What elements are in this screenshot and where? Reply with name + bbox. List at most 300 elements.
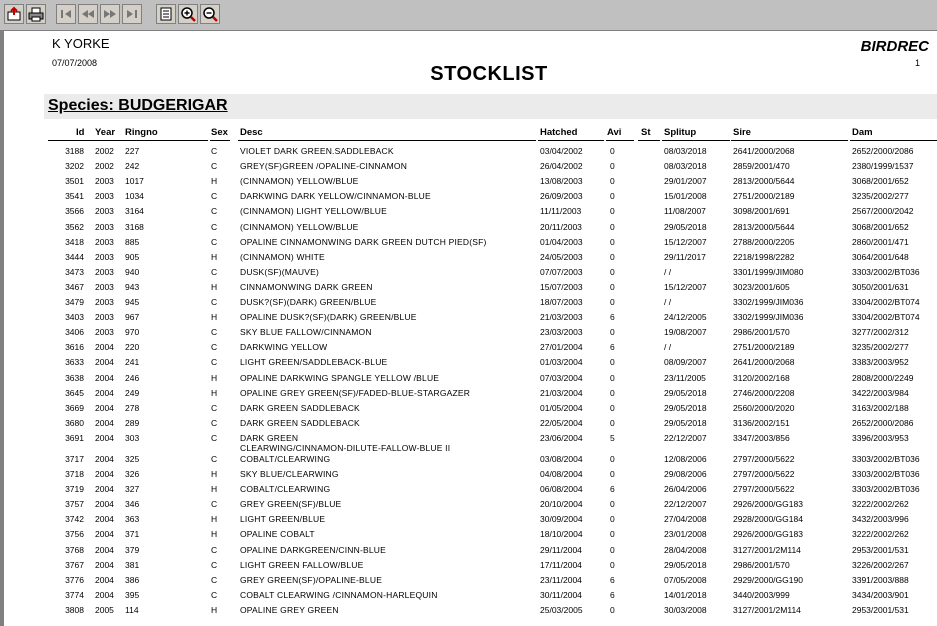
cell-ring: 379 [125, 544, 140, 555]
cell-splitup: 15/12/2007 [664, 236, 707, 247]
cell-desc: SKY BLUE/CLEARWING [240, 469, 339, 479]
cell-ring: 3164 [125, 206, 144, 217]
export-button[interactable] [4, 4, 24, 24]
cell-ring: 970 [125, 327, 140, 338]
cell-sire: 2926/2000/GG183 [733, 499, 803, 510]
cell-hatched: 11/11/2003 [540, 206, 582, 217]
cell-avi: 0 [610, 221, 615, 232]
cell-sex: C [211, 342, 218, 353]
cell-desc: OPALINE DUSK?(SF)(DARK) GREEN/BLUE [240, 312, 417, 323]
cell-sire: 2218/1998/2282 [733, 251, 795, 262]
cell-desc: DARK GREEN [240, 432, 299, 443]
cell-year: 2004 [95, 372, 114, 383]
cell-ring: 326 [125, 469, 140, 479]
cell-sex: H [211, 251, 218, 262]
col-header-dam: Dam [852, 127, 873, 138]
cell-splitup: 14/01/2018 [664, 589, 707, 600]
cell-ring: 1034 [125, 191, 144, 202]
cell-year: 2004 [95, 417, 114, 428]
cell-desc: GREY GREEN(SF)/OPALINE-BLUE [240, 574, 383, 585]
cell-id: 3742 [65, 514, 84, 525]
cell-avi: 0 [610, 453, 615, 464]
cell-hatched: 01/03/2004 [540, 357, 583, 368]
cell-splitup: 08/09/2007 [664, 357, 707, 368]
cell-dam: 3304/2002/BT074 [852, 312, 920, 323]
cell-sire: 2797/2000/5622 [733, 484, 795, 495]
cell-splitup: 08/03/2018 [664, 146, 707, 156]
cell-ring: 945 [125, 297, 140, 307]
cell-hatched: 17/11/2004 [540, 559, 582, 570]
cell-sex: C [211, 574, 218, 585]
cell-ring: 325 [125, 453, 140, 464]
cell-splitup: 29/05/2018 [664, 559, 707, 570]
cell-dam: 3396/2003/953 [852, 432, 909, 443]
zoom-out-button[interactable] [200, 4, 220, 24]
cell-splitup: 11/08/2007 [664, 206, 706, 217]
cell-splitup: 29/05/2018 [664, 417, 707, 428]
cell-sex: C [211, 297, 218, 307]
cell-splitup: 22/12/2007 [664, 499, 707, 510]
cell-sex: H [211, 529, 218, 540]
cell-hatched: 04/08/2004 [540, 469, 583, 479]
cell-sex: C [211, 499, 218, 510]
cell-hatched: 03/08/2004 [540, 453, 583, 464]
cell-sire: 3098/2001/691 [733, 206, 790, 217]
cell-dam: 3235/2002/277 [852, 191, 909, 202]
cell-splitup: 12/08/2006 [664, 453, 707, 464]
cell-year: 2004 [95, 514, 114, 525]
cell-sire: 3120/2002/168 [733, 372, 790, 383]
cell-dam: 3303/2002/BT036 [852, 484, 920, 495]
cell-sex: C [211, 432, 218, 443]
col-header-hatched: Hatched [540, 127, 578, 138]
cell-desc: SKY BLUE FALLOW/CINNAMON [240, 327, 372, 338]
cell-dam: 3383/2003/952 [852, 357, 909, 368]
cell-ring: 227 [125, 146, 140, 156]
cell-avi: 0 [610, 514, 615, 525]
cell-hatched: 18/07/2003 [540, 297, 583, 307]
cell-desc: OPALINE DARKWING SPANGLE YELLOW /BLUE [240, 372, 440, 383]
cell-avi: 0 [610, 327, 615, 338]
last-page-icon [124, 6, 140, 22]
cell-desc: LIGHT GREEN FALLOW/BLUE [240, 559, 364, 570]
cell-sex: C [211, 544, 218, 555]
cell-splitup: 29/01/2007 [664, 176, 707, 187]
cell-avi: 0 [610, 372, 615, 383]
cell-desc: DARKWING YELLOW [240, 342, 328, 353]
cell-avi: 6 [610, 574, 615, 585]
cell-sire: 2813/2000/5644 [733, 221, 795, 232]
cell-splitup: 29/05/2018 [664, 387, 707, 398]
cell-sire: 2813/2000/5644 [733, 176, 795, 187]
cell-id: 3757 [65, 499, 84, 510]
cell-id: 3562 [65, 221, 84, 232]
cell-hatched: 03/04/2002 [540, 146, 583, 156]
cell-year: 2003 [95, 312, 114, 323]
cell-sex: C [211, 453, 218, 464]
col-header-id: Id [76, 127, 85, 138]
cell-ring: 346 [125, 499, 140, 510]
cell-sex: H [211, 372, 218, 383]
report-toolbar [0, 0, 937, 31]
cell-dam: 3222/2002/262 [852, 529, 909, 540]
cell-id: 3774 [65, 589, 84, 600]
cell-year: 2003 [95, 191, 114, 202]
cell-year: 2004 [95, 469, 114, 479]
cell-year: 2003 [95, 206, 114, 217]
col-header-sex: Sex [211, 127, 228, 138]
cell-desc: OPALINE GREY GREEN [240, 604, 339, 615]
cell-ring: 386 [125, 574, 140, 585]
cell-dam: 3303/2002/BT036 [852, 266, 920, 277]
cell-ring: 395 [125, 589, 140, 600]
cell-desc: OPALINE DARKGREEN/CINN-BLUE [240, 544, 386, 555]
cell-splitup: 23/01/2008 [664, 529, 707, 540]
cell-dam: 3304/2002/BT074 [852, 297, 920, 307]
cell-sex: H [211, 176, 218, 187]
cell-id: 3403 [65, 312, 84, 323]
cell-hatched: 07/07/2003 [540, 266, 583, 277]
cell-avi: 0 [610, 191, 615, 202]
cell-sex: C [211, 191, 218, 202]
cell-year: 2004 [95, 559, 114, 570]
cell-year: 2005 [95, 604, 114, 615]
cell-year: 2002 [95, 161, 114, 172]
cell-avi: 0 [610, 146, 615, 156]
last-page-button[interactable] [122, 4, 142, 24]
cell-year: 2004 [95, 499, 114, 510]
header-underline [850, 140, 937, 141]
cell-desc: OPALINE GREY GREEN(SF)/FADED-BLUE-STARGAZER [240, 387, 471, 398]
cell-desc: VIOLET DARK GREEN.SADDLEBACK [240, 146, 394, 156]
cell-dam: 3050/2001/631 [852, 281, 909, 292]
cell-id: 3473 [65, 266, 84, 277]
cell-dam: 3277/2002/312 [852, 327, 909, 338]
cell-avi: 0 [610, 281, 615, 292]
cell-desc: (CINNAMON) WHITE [240, 251, 325, 262]
cell-sire: 2560/2000/2020 [733, 402, 795, 413]
cell-sire: 2986/2001/570 [733, 559, 790, 570]
cell-sire: 2788/2000/2205 [733, 236, 795, 247]
cell-ring: 289 [125, 417, 140, 428]
printer-icon [28, 6, 44, 22]
cell-sire: 2986/2001/570 [733, 327, 790, 338]
cell-desc: GREY(SF)GREEN /OPALINE-CINNAMON [240, 161, 408, 172]
cell-splitup: / / [664, 342, 672, 353]
cell-ring: 241 [125, 357, 140, 368]
cell-desc: DARK GREEN SADDLEBACK [240, 402, 360, 413]
cell-ring: 363 [125, 514, 140, 525]
cell-splitup: 29/08/2006 [664, 469, 707, 479]
cell-desc: DARK GREEN SADDLEBACK [240, 417, 360, 428]
cell-id: 3418 [65, 236, 84, 247]
col-header-avi: Avi [607, 127, 622, 138]
print-button[interactable] [26, 4, 46, 24]
cell-splitup: 26/04/2006 [664, 484, 707, 495]
cell-splitup: / / [664, 297, 672, 307]
previous-page-icon [80, 6, 96, 22]
cell-avi: 6 [610, 484, 615, 495]
cell-avi: 0 [610, 297, 615, 307]
first-page-button[interactable] [56, 4, 76, 24]
cell-ring: 943 [125, 281, 140, 292]
col-header-ringno: Ringno [125, 127, 158, 138]
header-underline [606, 140, 634, 141]
cell-splitup: 29/05/2018 [664, 402, 707, 413]
cell-sex: H [211, 514, 218, 525]
header-underline [210, 140, 230, 141]
header-underline [638, 140, 660, 141]
cell-ring: 327 [125, 484, 140, 495]
cell-splitup: 23/11/2005 [664, 372, 706, 383]
cell-hatched: 01/04/2003 [540, 236, 583, 247]
cell-id: 3767 [65, 559, 84, 570]
cell-hatched: 13/08/2003 [540, 176, 583, 187]
cell-sex: C [211, 589, 218, 600]
cell-year: 2004 [95, 432, 114, 443]
cell-desc: COBALT/CLEARWING [240, 453, 331, 464]
header-underline [538, 140, 604, 141]
cell-desc: DUSK(SF)(MAUVE) [240, 266, 320, 277]
cell-sex: H [211, 281, 218, 292]
cell-id: 3188 [65, 146, 84, 156]
cell-sex: H [211, 469, 218, 479]
cell-hatched: 25/03/2005 [540, 604, 583, 615]
cell-dam: 2380/1999/1537 [852, 161, 914, 172]
cell-year: 2004 [95, 529, 114, 540]
cell-ring: 1017 [125, 176, 144, 187]
cell-id: 3645 [65, 387, 84, 398]
cell-splitup: 15/12/2007 [664, 281, 707, 292]
cell-dam: 2652/2000/2086 [852, 146, 914, 156]
cell-sire: 2641/2000/2068 [733, 146, 795, 156]
cell-year: 2004 [95, 357, 114, 368]
cell-year: 2004 [95, 453, 114, 464]
header-underline [48, 140, 208, 141]
cell-hatched: 06/08/2004 [540, 484, 583, 495]
cell-splitup: 19/08/2007 [664, 327, 707, 338]
cell-id: 3719 [65, 484, 84, 495]
cell-avi: 6 [610, 312, 615, 323]
cell-desc: LIGHT GREEN/BLUE [240, 514, 326, 525]
cell-id: 3406 [65, 327, 84, 338]
cell-sex: C [211, 221, 218, 232]
cell-ring: 242 [125, 161, 140, 172]
cell-sire: 2859/2001/470 [733, 161, 790, 172]
cell-avi: 0 [610, 544, 615, 555]
cell-dam: 2652/2000/2086 [852, 417, 914, 428]
zoom-in-button[interactable] [178, 4, 198, 24]
cell-sire: 2929/2000/GG190 [733, 574, 803, 585]
zoom-in-icon [180, 6, 196, 22]
cell-dam: 2808/2000/2249 [852, 372, 914, 383]
cell-sex: C [211, 206, 218, 217]
cell-avi: 0 [610, 236, 615, 247]
cell-desc: LIGHT GREEN/SADDLEBACK-BLUE [240, 357, 388, 368]
cell-sire: 3127/2001/2M114 [733, 604, 801, 615]
cell-splitup: 28/04/2008 [664, 544, 707, 555]
cell-id: 3479 [65, 297, 84, 307]
cell-splitup: 30/03/2008 [664, 604, 707, 615]
report-page [4, 31, 937, 626]
cell-sex: C [211, 146, 218, 156]
cell-year: 2003 [95, 221, 114, 232]
cell-avi: 0 [610, 161, 615, 172]
cell-hatched: 20/11/2003 [540, 221, 582, 232]
cell-id: 3638 [65, 372, 84, 383]
cell-dam: 3068/2001/652 [852, 176, 909, 187]
cell-avi: 0 [610, 251, 615, 262]
cell-avi: 0 [610, 417, 615, 428]
cell-desc: COBALT/CLEARWING [240, 484, 331, 495]
cell-avi: 0 [610, 499, 615, 510]
cell-hatched: 07/03/2004 [540, 372, 583, 383]
cell-avi: 0 [610, 402, 615, 413]
next-page-icon [102, 6, 118, 22]
cell-desc: GREY GREEN(SF)/BLUE [240, 499, 342, 510]
cell-id: 3680 [65, 417, 84, 428]
col-header-year: Year [95, 127, 116, 138]
cell-ring: 381 [125, 559, 140, 570]
cell-avi: 0 [610, 529, 615, 540]
report-user: K YORKE [52, 36, 110, 51]
cell-avi: 0 [610, 604, 615, 615]
cell-dam: 2953/2001/531 [852, 544, 909, 555]
cell-ring: 303 [125, 432, 140, 443]
cell-id: 3718 [65, 469, 84, 479]
previous-page-button[interactable] [78, 4, 98, 24]
cell-hatched: 21/03/2004 [540, 387, 583, 398]
cell-avi: 0 [610, 469, 615, 479]
cell-hatched: 22/05/2004 [540, 417, 583, 428]
cell-id: 3541 [65, 191, 84, 202]
cell-hatched: 29/11/2004 [540, 544, 582, 555]
cell-sex: C [211, 417, 218, 428]
cell-sire: 2751/2000/2189 [733, 191, 795, 202]
cell-dam: 3226/2002/267 [852, 559, 909, 570]
cell-ring: 967 [125, 312, 140, 323]
cell-hatched: 23/03/2003 [540, 327, 583, 338]
cell-year: 2002 [95, 146, 114, 156]
cell-dam: 2953/2001/531 [852, 604, 909, 615]
header-underline [662, 140, 730, 141]
col-header-st: St [641, 127, 651, 138]
cell-year: 2004 [95, 342, 114, 353]
cell-year: 2004 [95, 387, 114, 398]
cell-sex: C [211, 559, 218, 570]
cell-ring: 885 [125, 236, 140, 247]
cell-ring: 3168 [125, 221, 144, 232]
cell-splitup: 29/05/2018 [664, 221, 707, 232]
cell-ring: 246 [125, 372, 140, 383]
cell-avi: 6 [610, 342, 615, 353]
cell-sex: H [211, 604, 218, 615]
cell-hatched: 18/10/2004 [540, 529, 583, 540]
cell-splitup: 27/04/2008 [664, 514, 707, 525]
cell-avi: 0 [610, 559, 615, 570]
cell-year: 2003 [95, 236, 114, 247]
cell-year: 2003 [95, 251, 114, 262]
cell-year: 2004 [95, 484, 114, 495]
cell-year: 2003 [95, 327, 114, 338]
cell-hatched: 15/07/2003 [540, 281, 583, 292]
cell-dam: 3391/2003/888 [852, 574, 909, 585]
col-header-splitup: Splitup [664, 127, 697, 138]
cell-dam: 2567/2000/2042 [852, 206, 914, 217]
cell-id: 3717 [65, 453, 84, 464]
cell-dam: 3064/2001/648 [852, 251, 909, 262]
cell-sex: C [211, 402, 218, 413]
cell-sire: 2641/2000/2068 [733, 357, 795, 368]
cell-ring: 278 [125, 402, 140, 413]
col-header-sire: Sire [733, 127, 751, 138]
species-heading: Species: BUDGERIGAR [48, 97, 228, 114]
cell-year: 2004 [95, 544, 114, 555]
cell-sire: 3301/1999/JIM080 [733, 266, 804, 277]
header-underline [731, 140, 848, 141]
cell-sex: H [211, 387, 218, 398]
cell-year: 2003 [95, 281, 114, 292]
cell-sex: C [211, 236, 218, 247]
cell-sire: 2928/2000/GG184 [733, 514, 803, 525]
cell-avi: 5 [610, 432, 615, 443]
cell-dam: 3303/2002/BT036 [852, 469, 920, 479]
cell-ring: 371 [125, 529, 140, 540]
cell-id: 3768 [65, 544, 84, 555]
cell-hatched: 24/05/2003 [540, 251, 583, 262]
page-number: 1 [914, 58, 920, 68]
cell-sire: 3440/2003/999 [733, 589, 790, 600]
group-tree-button[interactable] [156, 4, 176, 24]
cell-dam: 3235/2002/277 [852, 342, 909, 353]
cell-id: 3444 [65, 251, 84, 262]
cell-hatched: 23/06/2004 [540, 432, 583, 443]
cell-avi: 0 [610, 387, 615, 398]
cell-dam: 3303/2002/BT036 [852, 453, 920, 464]
cell-splitup: 15/01/2008 [664, 191, 707, 202]
cell-ring: 249 [125, 387, 140, 398]
cell-sire: 3347/2003/856 [733, 432, 790, 443]
cell-id: 3808 [65, 604, 84, 615]
group-tree-icon [158, 6, 174, 22]
cell-year: 2004 [95, 402, 114, 413]
next-page-button[interactable] [100, 4, 120, 24]
cell-ring: 220 [125, 342, 140, 353]
cell-sex: C [211, 357, 218, 368]
cell-hatched: 23/11/2004 [540, 574, 582, 585]
cell-desc: OPALINE COBALT [240, 529, 315, 540]
cell-year: 2003 [95, 297, 114, 307]
cell-dam: 3434/2003/901 [852, 589, 909, 600]
cell-desc: OPALINE CINNAMONWING DARK GREEN DUTCH PIED(SF) [240, 236, 487, 247]
cell-sex: H [211, 312, 218, 323]
cell-avi: 0 [610, 176, 615, 187]
cell-id: 3501 [65, 176, 84, 187]
cell-id: 3616 [65, 342, 84, 353]
cell-desc: (CINNAMON) LIGHT YELLOW/BLUE [240, 206, 387, 217]
cell-splitup: / / [664, 266, 672, 277]
cell-id: 3776 [65, 574, 84, 585]
cell-sire: 3302/1999/JIM036 [733, 297, 804, 307]
cell-splitup: 24/12/2005 [664, 312, 707, 323]
cell-sire: 2746/2000/2208 [733, 387, 795, 398]
cell-sire: 3023/2001/605 [733, 281, 790, 292]
cell-dam: 3163/2002/188 [852, 402, 909, 413]
cell-dam: 3432/2003/996 [852, 514, 909, 525]
cell-sex: C [211, 161, 218, 172]
header-underline [238, 140, 536, 141]
cell-desc: DARKWING DARK YELLOW/CINNAMON-BLUE [240, 191, 431, 202]
